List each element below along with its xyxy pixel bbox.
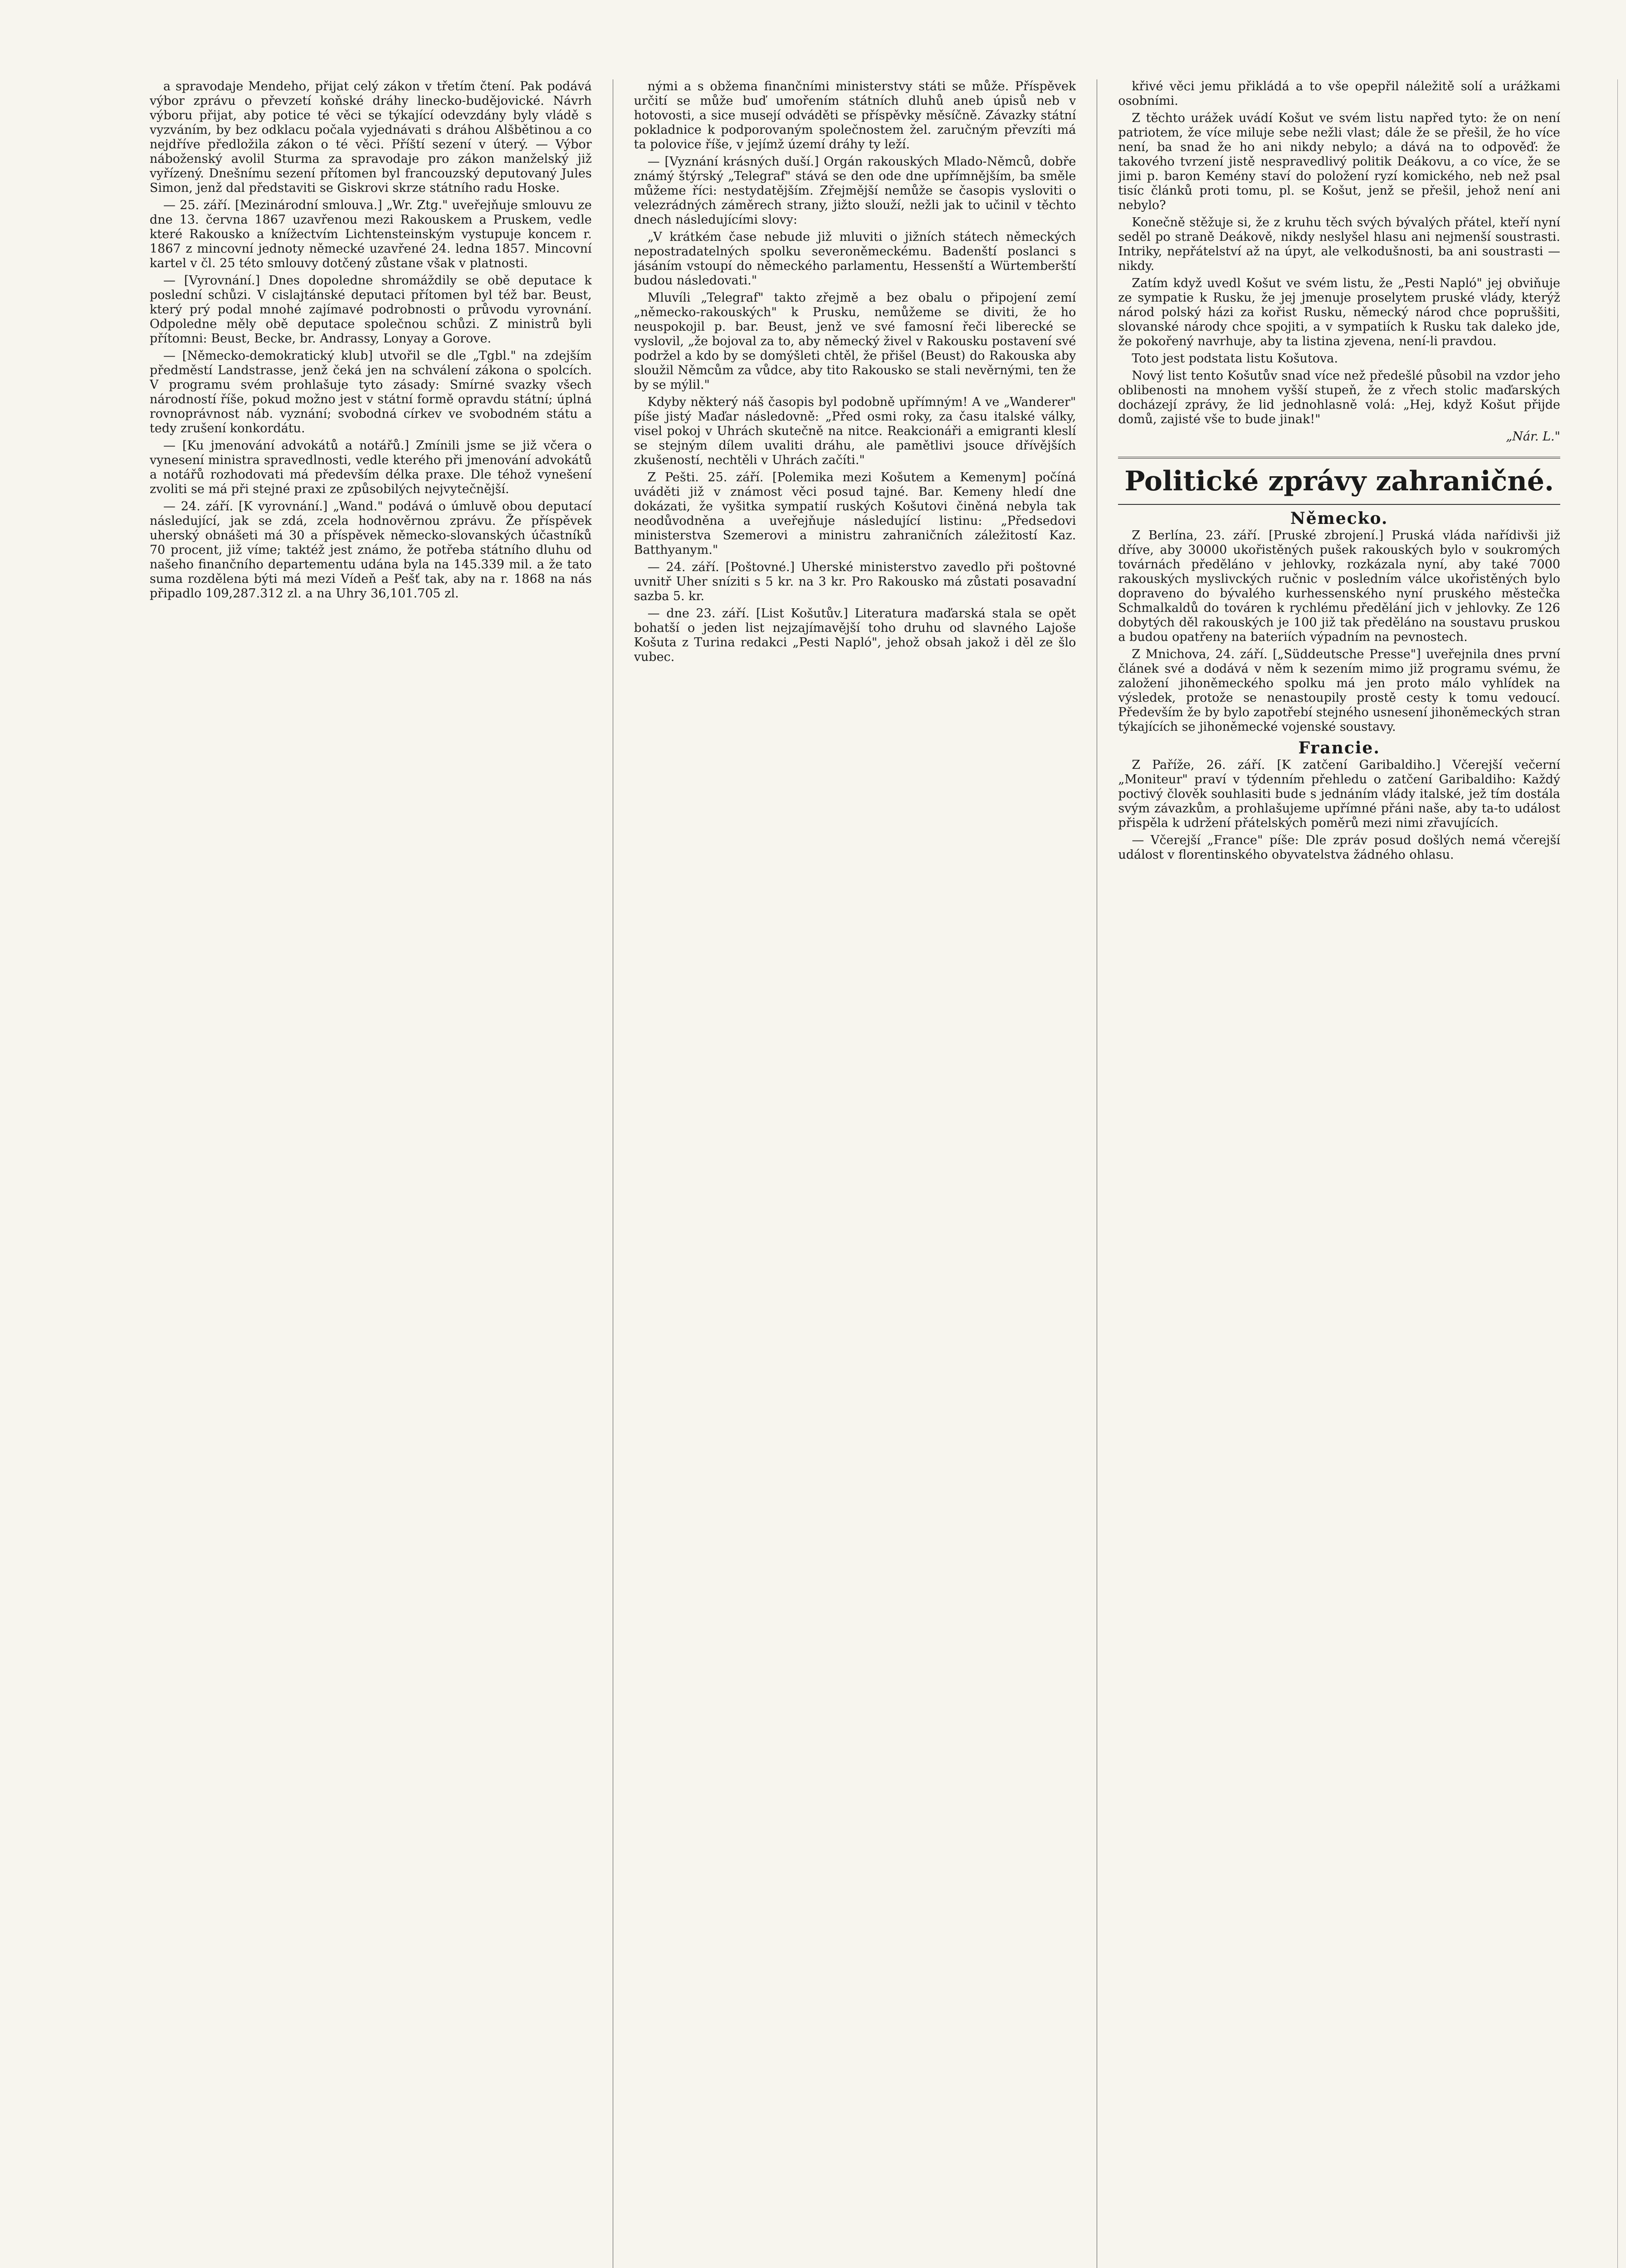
paragraph: Toto jest podstata listu Košutova.: [1132, 352, 1338, 366]
paragraph: Z Mnichova, 24. září. [„Süddeutsche Presse"] uveřejnila dnes první článek své a dodává v něm k sezením mimo již programu svému, že založení jihoněmeckého spolku má jen proto málo vyhlídek na výsledek, protože se nenastoupily prostě cesty k tomu vedoucí. Především že by bylo zapotřebí stejného usnesení jihoněmeckých stran týkajících se jihoněmecké vojenské soustavy.: [1118, 647, 1560, 734]
paragraph: — [Ku jmenování advokátů a notářů.] Zmínili jsme se již včera o vynesení ministra spravedlnosti, vedle kterého při jmenování advokátů a notářů rozhodovati má především délka praxe. Dle téhož vynešení zvoliti se má při stejné praxi ze způsobilých nejvytečnější.: [150, 439, 592, 496]
paragraph: nými a s obžema finančními ministerstvy státi se může. Příspěvek určití se může buď umořením státních dluhů aneb úpisů neb v hotovosti, a sice musejí odváděti se příspěvky měsíčně. Závazky státní pokladnice k podporovaným společnostem žel. zaručným převzíti má ta polovice říše, v jejímž území dráhy ty leží.: [634, 79, 1076, 152]
paragraph: „V krátkém čase nebude již mluviti o jižních státech německých nepostradatelných spolku severoněmeckému. Badenští poslanci s jásáním vstoupí do německého parlamentu, Hessenští a Würtemberští budou následovati.": [634, 230, 1076, 288]
paragraph: Nový list tento Košutův snad více než předešlé působil na vzdor jeho oblibenosti na mnohem vyšší stupeň, že z vřech stolic maďarských docházejí zprávy, že lid jednohlasně volá: „Hej, když Košut přijde domů, zajisté vše to bude jinak!": [1118, 369, 1560, 426]
page-edge: [1617, 79, 1626, 2268]
paragraph: Z Berlína, 23. září. [Pruské zbrojení.] Pruská vláda nařídivši již dříve, aby 30000 ukořistěných pušek rakouských bylo v soukromých továrnách předěláno v jehlovky, rozkázala nyní, aby také 7000 rakouských myslivckých ručnic v posledním válce ukořistěných bylo dopraveno do bývalého kurhessenského nyní pruského městečka Schmalkaldů do továren k rychlému předělání jich v jehlovky. Ze 126 dobytých děl rakouských je 100 již tak předěláno na soustavu pruskou a budou opatřeny na bateriích výpadním na pevnostech.: [1118, 528, 1560, 644]
country-heading-germany: Německo.: [1290, 509, 1388, 528]
paragraph: Zatím když uvedl Košut ve svém listu, že „Pesti Napló" jej obviňuje ze sympatie k Rusku, že jej jmenuje proselytem pruské vlády, kterýž národ polský házi za kořist Rusku, německý národ chce popruššiti, slovanské národy chce spojiti, a v sympatiích k Rusku tak daleko jde, že pokořený navrhuje, aby ta listina zjevena, není-li pravdou.: [1118, 276, 1560, 348]
paragraph: Z Pešti. 25. září. [Polemika mezi Košutem a Kemenym] počíná uváděti již v známost věci posud tajné. Bar. Kemeny hledí dne dokázati, že vyšitka sympatií ruských Košutovi činěná nebyla tak neodůvodněna a uveřejňuje následující listinu: „Předsedovi ministerstva Szemerovi a ministru zahraničních záležitostí Kaz. Batthyanym.": [634, 470, 1076, 557]
paragraph: a spravodaje Mendeho, přijat celý zákon v třetím čtení. Pak podává výbor zprávu o převzetí koňské dráhy linecko-budějovické. Návrh výboru přijat, aby potice té věci se týkající odevzdány byly vládě s vyzváním, by bez odklacu počala vyjednávati s dráhou Alšbětinou a co nejdříve předložila zákon o té věci. Příští sezení v úterý. — Výbor náboženský avolil Sturma za spravodaje pro zákon manželský již vyřízený. Dnešnímu sezení přítomen byl francouzský deputovaný Jules Simon, jenž dal představiti se Giskrovi skrze státního radu Hoske.: [150, 79, 592, 195]
paragraph: — 25. září. [Mezinárodní smlouva.] „Wr. Ztg." uveřejňuje smlouvu ze dne 13. června 1867 uzavřenou mezi Rakouskem a Pruskem, vedle které Rakousko a knížectvím Lichtensteinským vystupuje koncem r. 1867 z mincovní jednoty německé uzavřené 24. ledna 1857. Mincovní kartel v čl. 25 této smlouvy dotčený zůstane však v platnosti.: [150, 198, 592, 270]
signoff: „Nár. L.": [1506, 430, 1560, 444]
newspaper-page: [150, 79, 1560, 2268]
column-right: [1118, 79, 1560, 2268]
paragraph: — [Vyznání krásných duší.] Orgán rakouských Mlado-Němců, dobře známý štýrský „Telegraf" stává se den ode dne upřímnějším, ba směle můžeme říci: nestydatějším. Zřejmější nemůže se časopis vysloviti o velezrádných záměrech strany, jižto slouží, nežli jak to učinil v těchto dnech následujícími slovy:: [634, 155, 1076, 227]
paragraph: Mluvíli „Telegraf" takto zřejmě a bez obalu o připojení zemí „německo-rakouských" k Prusku, nemůžeme se diviti, že ho neuspokojil p. bar. Beust, jenž ve své famosní řeči liberecké se vyslovil, „že bojoval za to, aby německý živel v Rakousku postavení své podržel a kdo by se domýšleti chtěl, že přišel (Beust) do Rakouska aby sloužil Němcům za vůdce, aby tito Rakousko se stali nevěrnými, ten že by se mýlil.": [634, 291, 1076, 392]
paragraph: — Včerejší „France" píše: Dle zpráv posud došlých nemá včerejší událost v florentinského obyvatelstva žádného ohlasu.: [1118, 833, 1560, 862]
paragraph: — 24. září. [Poštovné.] Uherské ministerstvo zavedlo při poštovné uvnitř Uher sníziti s 5 kr. na 3 kr. Pro Rakousko má zůstati posavadní sazba 5. kr.: [634, 560, 1076, 603]
paragraph: křivé věci jemu přikládá a to vše opepřil náležitě solí a urážkami osobními.: [1118, 79, 1560, 108]
column-middle: [634, 79, 1076, 2268]
paragraph: Konečně stěžuje si, že z kruhu těch svých bývalých přátel, kteří nyní seděl po straně Deákově, nikdy neslyšel hlasu ani nejmenší soustrasti. Intriky, nepřátelství až na úpyt, ale velkodušnosti, ba ani soustrasti — nikdy.: [1118, 215, 1560, 273]
paragraph: — 24. září. [K vyrovnání.] „Wand." podává o úmluvě obou deputací následující, jak se zdá, zcela hodnověrnou zprávu. Že příspěvek uherský obnášeti má 30 a příspěvek německo-slovanských účastníků 70 procent, již víme; taktéž jest známo, že potřeba státního dluhu od našeho finančního departementu udána byla na 145.339 mil. a že tato suma rozdělena býti má mezi Vídeň a Pešť tak, aby na r. 1868 na nás připadlo 109,287.312 zl. a na Uhry 36,101.705 zl.: [150, 499, 592, 601]
paragraph: Kdyby některý náš časopis byl podobně upřímným! A ve „Wanderer" píše jistý Maďar následovně: „Před osmi roky, za času italské války, visel pokoj v Uhrách skutečně na nitce. Reakcionáři a emigranti kleslí se stejným dílem uvaliti dráhu, ale pamětlivi jsouce dřívějších zkušeností, nechtěli v Uhrách začíti.": [634, 395, 1076, 467]
text-columns: [150, 79, 1560, 2268]
country-heading-france: Francie.: [1298, 738, 1380, 758]
paragraph: Z těchto urážek uvádí Košut ve svém listu napřed tyto: že on není patriotem, že více miluje sebe nežli vlast; dále že se přešil, že ho více není, ba snad že ho ani nikdy nebylo; a dává na to odpověď: že takového tvrzení jistě nespravedlivý politik Deákovu, a co více, že se jimi p. baron Kemény staví do položení ryzí komického, neb než psal tisíc článků proti tomu, pl. se Košut, jenž se přešil, jehož není ani nebylo?: [1118, 111, 1560, 212]
paragraph: — [Vyrovnání.] Dnes dopoledne shromáždily se obě deputace k poslední schůzi. V cislajtánské deputaci přítomen byl též bar. Beust, který prý podal mnohé zajímavé podrobnosti o průvodu vyrovnání. Odpoledne měly obě deputace společnou schůzi. Z ministrů byli přítomni: Beust, Becke, br. Andrassy, Lonyay a Gorove.: [150, 274, 592, 346]
column-left: [150, 79, 592, 2268]
paragraph: — dne 23. září. [List Košutův.] Literatura maďarská stala se opět bohatší o jeden list nejzajímavější toho druhu od slavného Lajoše Košuta z Turina redakci „Pesti Napló", jehož obsah jakož i děl ze šlo vubec.: [634, 606, 1076, 664]
paragraph: Z Paříže, 26. září. [K zatčení Garibaldiho.] Včerejší večerní „Moniteur" praví v týdenním přehledu o zatčení Garibaldiho: Každý poctivý člověk souhlasiti bude s jednáním vlády italské, jež tím dostála svým závazkům, a prohlašujeme upřímné přáni naše, aby ta-to událost přispěla k udržení přátelských poměrů mezi nimi zřavujících.: [1118, 758, 1560, 830]
paragraph: — [Německo-demokratický klub] utvořil se dle „Tgbl." na zdejším předměstí Landstrasse, jenž čeká jen na schválení zákona o spolcích. V programu svém prohlašuje tyto zásady: Smírné svazky všech národností říše, pokud možno jest v státní formě opravdu státní; úplná rovnoprávnost náb. vyznání; svobodná církev ve svobodném státu a tedy zrušení konkordátu.: [150, 349, 592, 435]
section-title: Politické zprávy zahraničné.: [1118, 457, 1560, 505]
